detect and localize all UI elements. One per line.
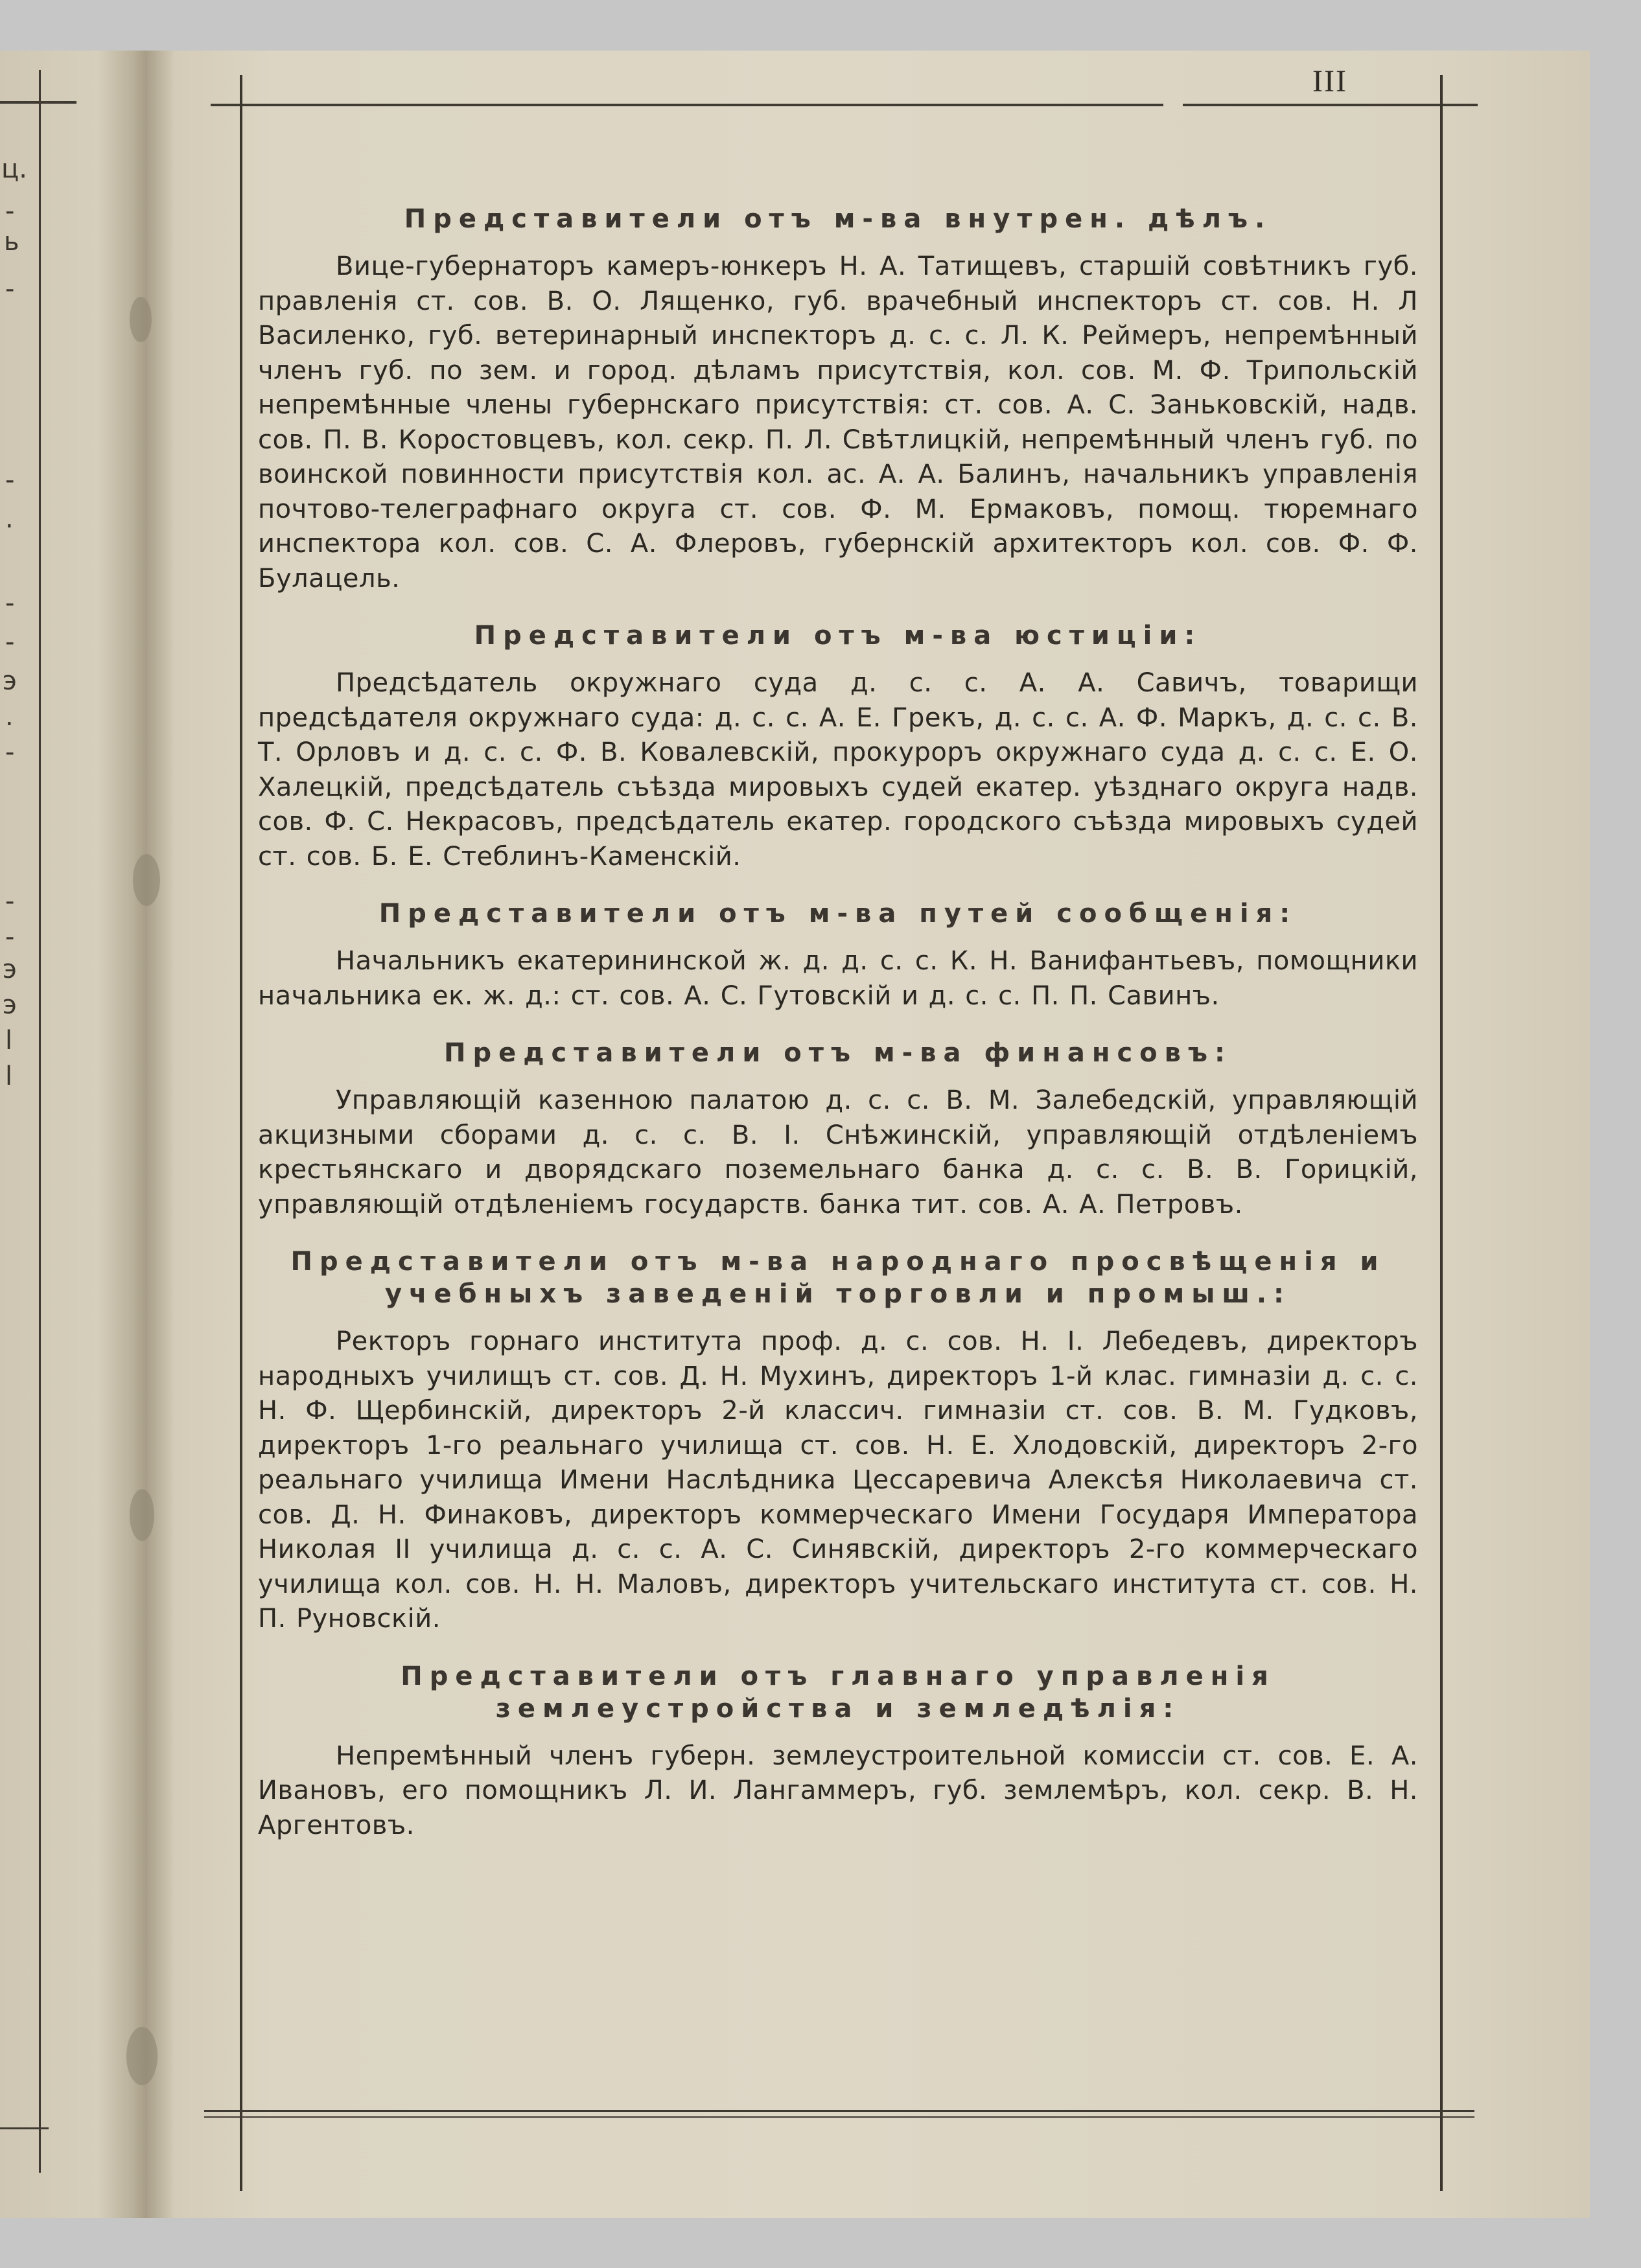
frame-right-rule bbox=[1440, 75, 1443, 2191]
left-page-mark: - bbox=[5, 886, 15, 916]
page-body bbox=[258, 145, 1418, 1866]
left-page-mark: l bbox=[5, 1061, 13, 1091]
left-page-mark: - bbox=[5, 627, 15, 657]
left-page-mark: - bbox=[5, 588, 15, 618]
left-page-top-rule bbox=[0, 101, 76, 104]
section-heading: Представители отъ главнаго управленія землеустройства и земледѣлія: bbox=[401, 1661, 1275, 1724]
left-page-mark: ц. bbox=[1, 154, 27, 184]
left-page-mark: . bbox=[5, 702, 14, 732]
section-paragraph: Предсѣдатель окружнаго суда д. с. с. А. А. Савичъ, товарищи предсѣдателя окружнаго суда: д. с. с. А. Е. Грекъ, д. с. с. А. Ф. Маркъ, д. с. с. В. Т. Орловъ и д. с. с. Ф. В. Ковалевскій, прокуроръ окружнаго суда д. с. с. Е. О. Халецкій, предсѣдатель съѣзда мировыхъ судей екатер. уѣзднаго округа надв. сов. Ф. С. Некрасовъ, предсѣдатель екатер. городского съѣзда мировыхъ судей ст. сов. Б. Е. Стеблинъ-Каменскій. bbox=[258, 668, 1418, 872]
binding-tear bbox=[130, 297, 152, 342]
page-top-rule bbox=[211, 104, 1163, 106]
section-paragraph: Управляющій казенною палатою д. с. с. В. М. Залебедскій, управляющій акцизными сборами д. с. с. В. I. Снѣжинскій, управляющій отдѣленіемъ крестьянскаго и дворядскаго поземельнаго банка д. с. с. В. В. Горицкій, управляющій отдѣленіемъ государств. банка тит. сов. А. А. Петровъ. bbox=[258, 1085, 1418, 1220]
left-page-mark: - bbox=[5, 196, 15, 226]
left-page-mark: . bbox=[5, 504, 14, 534]
page-bottom-rule bbox=[204, 2110, 1474, 2112]
section-heading: Представители отъ м-ва внутрен. дѣлъ. bbox=[404, 204, 1272, 234]
section-heading: Представители отъ м-ва народнаго просвѣщенія и учебныхъ заведеній торговли и промыш.: bbox=[290, 1247, 1386, 1309]
section-justice bbox=[258, 619, 1418, 874]
left-page-mark: э bbox=[3, 666, 17, 696]
left-page-mark: l bbox=[5, 1026, 13, 1056]
section-heading: Представители отъ м-ва путей сообщенія: bbox=[378, 899, 1298, 929]
left-page-bottom-rule bbox=[0, 2127, 49, 2129]
left-page-mark: - bbox=[5, 274, 15, 304]
binding-tear bbox=[133, 854, 160, 906]
left-page-mark: э bbox=[3, 990, 17, 1020]
page-bottom-rule-2 bbox=[204, 2116, 1474, 2118]
section-paragraph: Непремѣнный членъ губерн. землеустроительной комиссіи ст. сов. Е. А. Ивановъ, его помощникъ Л. И. Лангаммеръ, губ. землемѣръ, кол. секр. В. Н. Аргентовъ. bbox=[258, 1741, 1418, 1840]
frame-left-rule bbox=[240, 75, 242, 2191]
left-page-mark: э bbox=[3, 955, 17, 984]
page-top-rule-right bbox=[1183, 104, 1478, 106]
binding-tear bbox=[130, 1489, 154, 1541]
section-finance bbox=[258, 1037, 1418, 1222]
section-paragraph: Начальникъ екатерининской ж. д. д. с. с. К. Н. Ванифантьевъ, помощники начальника ек. ж. д.: ст. сов. А. С. Гутовскій и д. с. с. П. П. Савинъ. bbox=[258, 946, 1418, 1011]
binding-tear bbox=[126, 2027, 157, 2085]
section-paragraph: Ректоръ горнаго института проф. д. с. сов. Н. I. Лебедевъ, директоръ народныхъ училищъ ст. сов. Д. Н. Мухинъ, директоръ 1-й клас. гимназіи д. с. с. Н. Ф. Щербинскій, директоръ 2-й классич. гимназіи ст. сов. В. М. Гудковъ, директоръ 1-го реальнаго училища ст. сов. Н. Е. Хлодовскій, директоръ 2-го реальнаго училища Имени Наслѣдника Цессаревича Алексѣя Николаевича ст. сов. Д. Н. Финаковъ, директоръ коммерческаго Имени Государя Императора Николая II училища д. с. с. А. С. Синявскій, директоръ 2-го коммерческаго училища кол. сов. Н. Н. Маловъ, директоръ учительскаго института ст. сов. Н. П. Руновскій. bbox=[258, 1326, 1418, 1634]
section-paragraph: Вице-губернаторъ камеръ-юнкеръ Н. А. Татищевъ, старшій совѣтникъ губ. правленія ст. сов. В. О. Лященко, губ. врачебный инспекторъ ст. сов. Н. Л Василенко, губ. ветеринарный инспекторъ д. с. с. Л. К. Реймеръ, непремѣнный членъ губ. по зем. и город. дѣламъ присутствія, кол. сов. М. Ф. Трипольскій непремѣнные члены губернскаго присутствія: ст. сов. А. С. Заньковскій, надв. сов. П. В. Коростовцевъ, кол. секр. П. Л. Свѣтлицкій, непремѣнный членъ губ. по воинской повинности присутствія кол. ас. А. А. Балинъ, начальникъ управленія почтово-телеграфнаго округа ст. сов. Ф. М. Ермаковъ, помощ. тюремнаго инспектора кол. сов. С. А. Флеровъ, губернскій архитекторъ кол. сов. Ф. Ф. Булацель. bbox=[258, 251, 1418, 594]
left-page-mark: - bbox=[5, 922, 15, 952]
section-education bbox=[258, 1245, 1418, 1637]
section-heading: Представители отъ м-ва финансовъ: bbox=[443, 1038, 1233, 1068]
scanned-page-spread bbox=[0, 51, 1590, 2218]
left-page-mark: - bbox=[5, 737, 15, 767]
section-internal-affairs bbox=[258, 203, 1418, 596]
left-page-fragment bbox=[0, 51, 130, 2218]
left-page-vertical-rule bbox=[39, 70, 41, 2173]
left-page-mark: ь bbox=[4, 227, 19, 257]
section-land-management bbox=[258, 1660, 1418, 1844]
section-railways bbox=[258, 897, 1418, 1013]
left-page-mark: - bbox=[5, 465, 15, 495]
section-heading: Представители отъ м-ва юстиціи: bbox=[474, 621, 1202, 651]
page-number: III bbox=[1312, 64, 1347, 98]
